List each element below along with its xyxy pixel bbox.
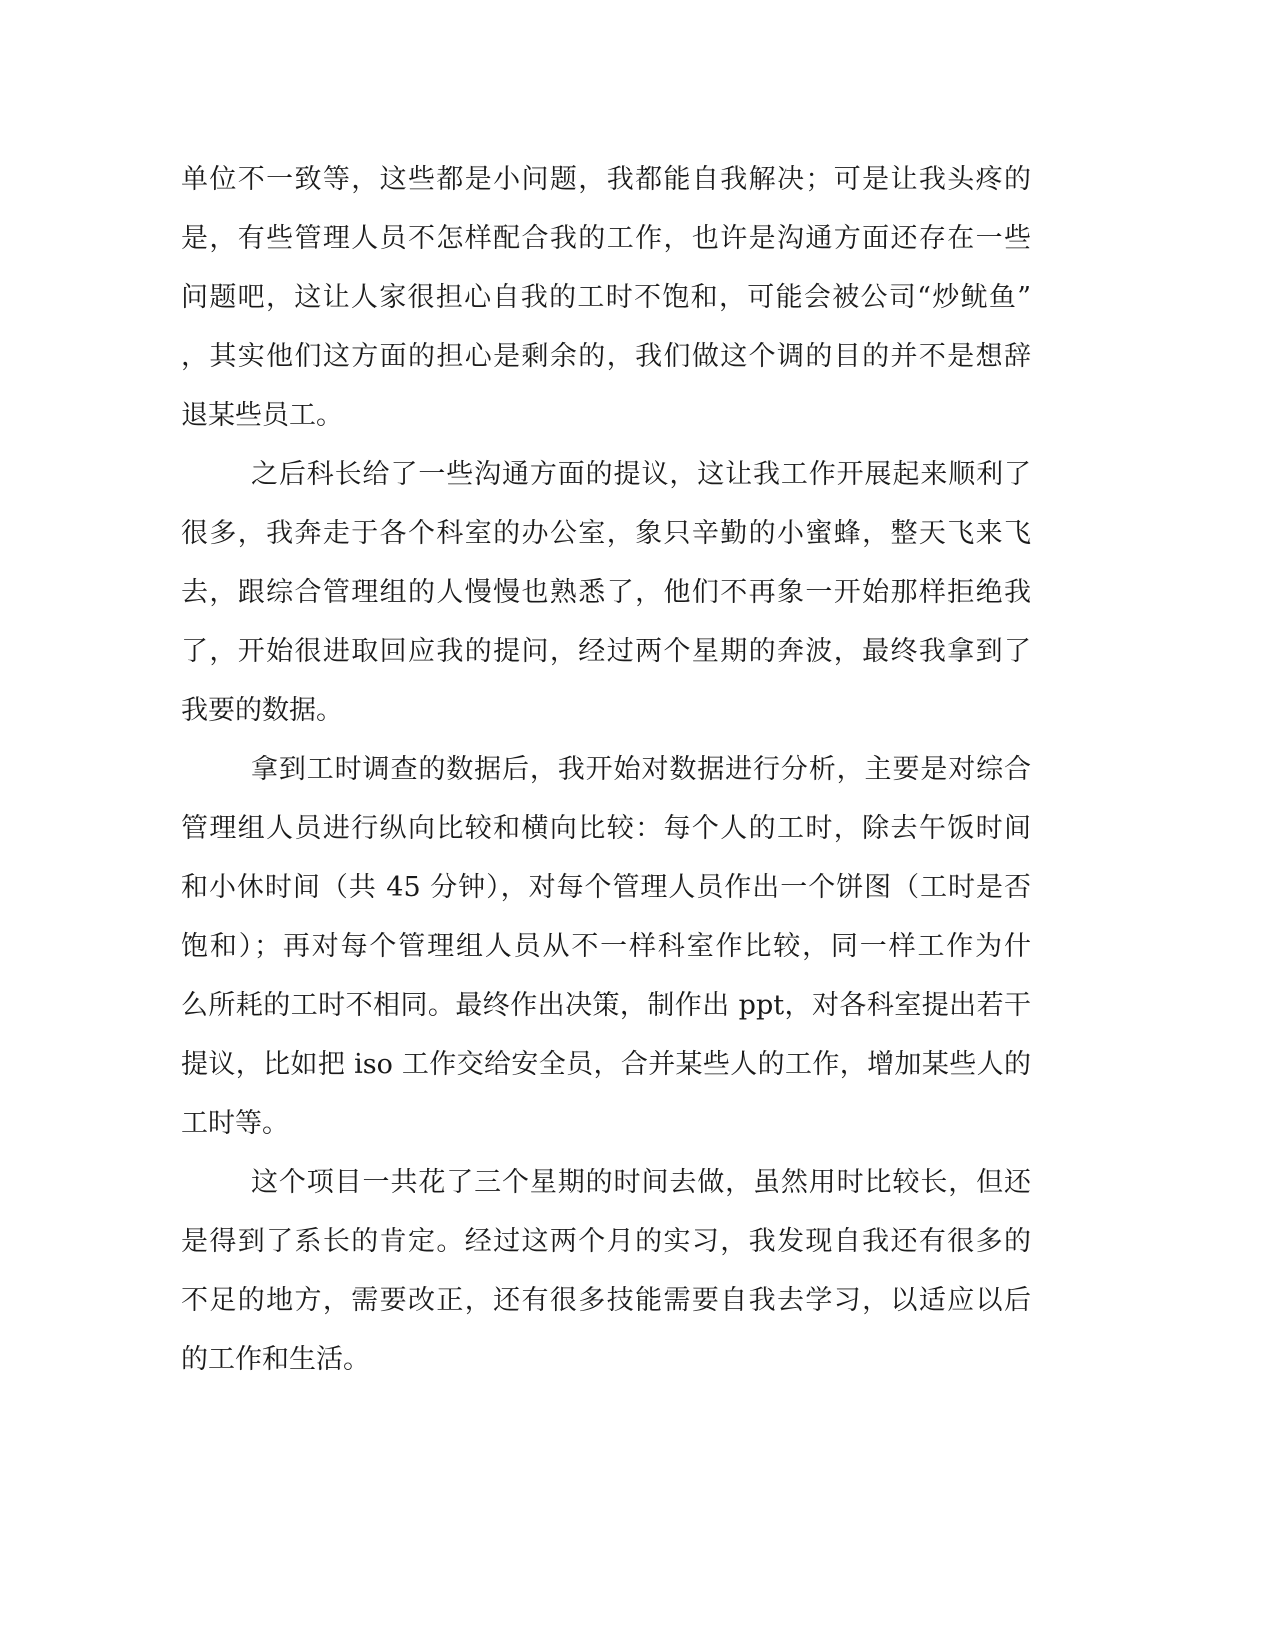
text-line: 问题吧，这让人家很担心自我的工时不饱和，可能会被公司“炒鱿鱼” <box>181 282 1031 313</box>
text-line: ，其实他们这方面的担心是剩余的，我们做这个调的目的并不是想辞 <box>181 341 1031 372</box>
text-line: 不足的地方，需要改正，还有很多技能需要自我去学习，以适应以后 <box>181 1285 1031 1316</box>
body-text <box>181 150 1031 1389</box>
text-line: 去，跟综合管理组的人慢慢也熟悉了，他们不再象一开始那样拒绝我 <box>181 577 1031 608</box>
text-line: 是得到了系长的肯定。经过这两个月的实习，我发现自我还有很多的 <box>181 1226 1031 1257</box>
text-line: 之后科长给了一些沟通方面的提议，这让我工作开展起来顺利了 <box>251 459 1031 490</box>
text-line: 的工作和生活。 <box>181 1344 370 1375</box>
paragraph <box>181 445 1031 740</box>
text-line: 和小休时间（共 45 分钟），对每个管理人员作出一个饼图（工时是否 <box>181 872 1031 903</box>
text-line: 很多，我奔走于各个科室的办公室，象只辛勤的小蜜蜂，整天飞来飞 <box>181 518 1031 549</box>
text-line: 么所耗的工时不相同。最终作出决策，制作出 ppt，对各科室提出若干 <box>181 990 1031 1021</box>
text-line: 单位不一致等，这些都是小问题，我都能自我解决；可是让我头疼的 <box>181 164 1031 195</box>
text-line: 我要的数据。 <box>181 695 343 726</box>
text-line: 是，有些管理人员不怎样配合我的工作，也许是沟通方面还存在一些 <box>181 223 1031 254</box>
text-line: 这个项目一共花了三个星期的时间去做，虽然用时比较长，但还 <box>251 1167 1031 1198</box>
paragraph <box>181 740 1031 1153</box>
text-line: 提议，比如把 iso 工作交给安全员，合并某些人的工作，增加某些人的 <box>181 1049 1031 1080</box>
text-line: 退某些员工。 <box>181 400 343 431</box>
text-line: 管理组人员进行纵向比较和横向比较：每个人的工时，除去午饭时间 <box>181 813 1031 844</box>
text-line: 拿到工时调查的数据后，我开始对数据进行分析，主要是对综合 <box>251 754 1031 785</box>
paragraph <box>181 150 1031 445</box>
paragraph <box>181 1153 1031 1389</box>
text-line: 饱和）；再对每个管理组人员从不一样科室作比较，同一样工作为什 <box>181 931 1031 962</box>
text-line: 了，开始很进取回应我的提问，经过两个星期的奔波，最终我拿到了 <box>181 636 1031 667</box>
text-line: 工时等。 <box>181 1108 289 1139</box>
